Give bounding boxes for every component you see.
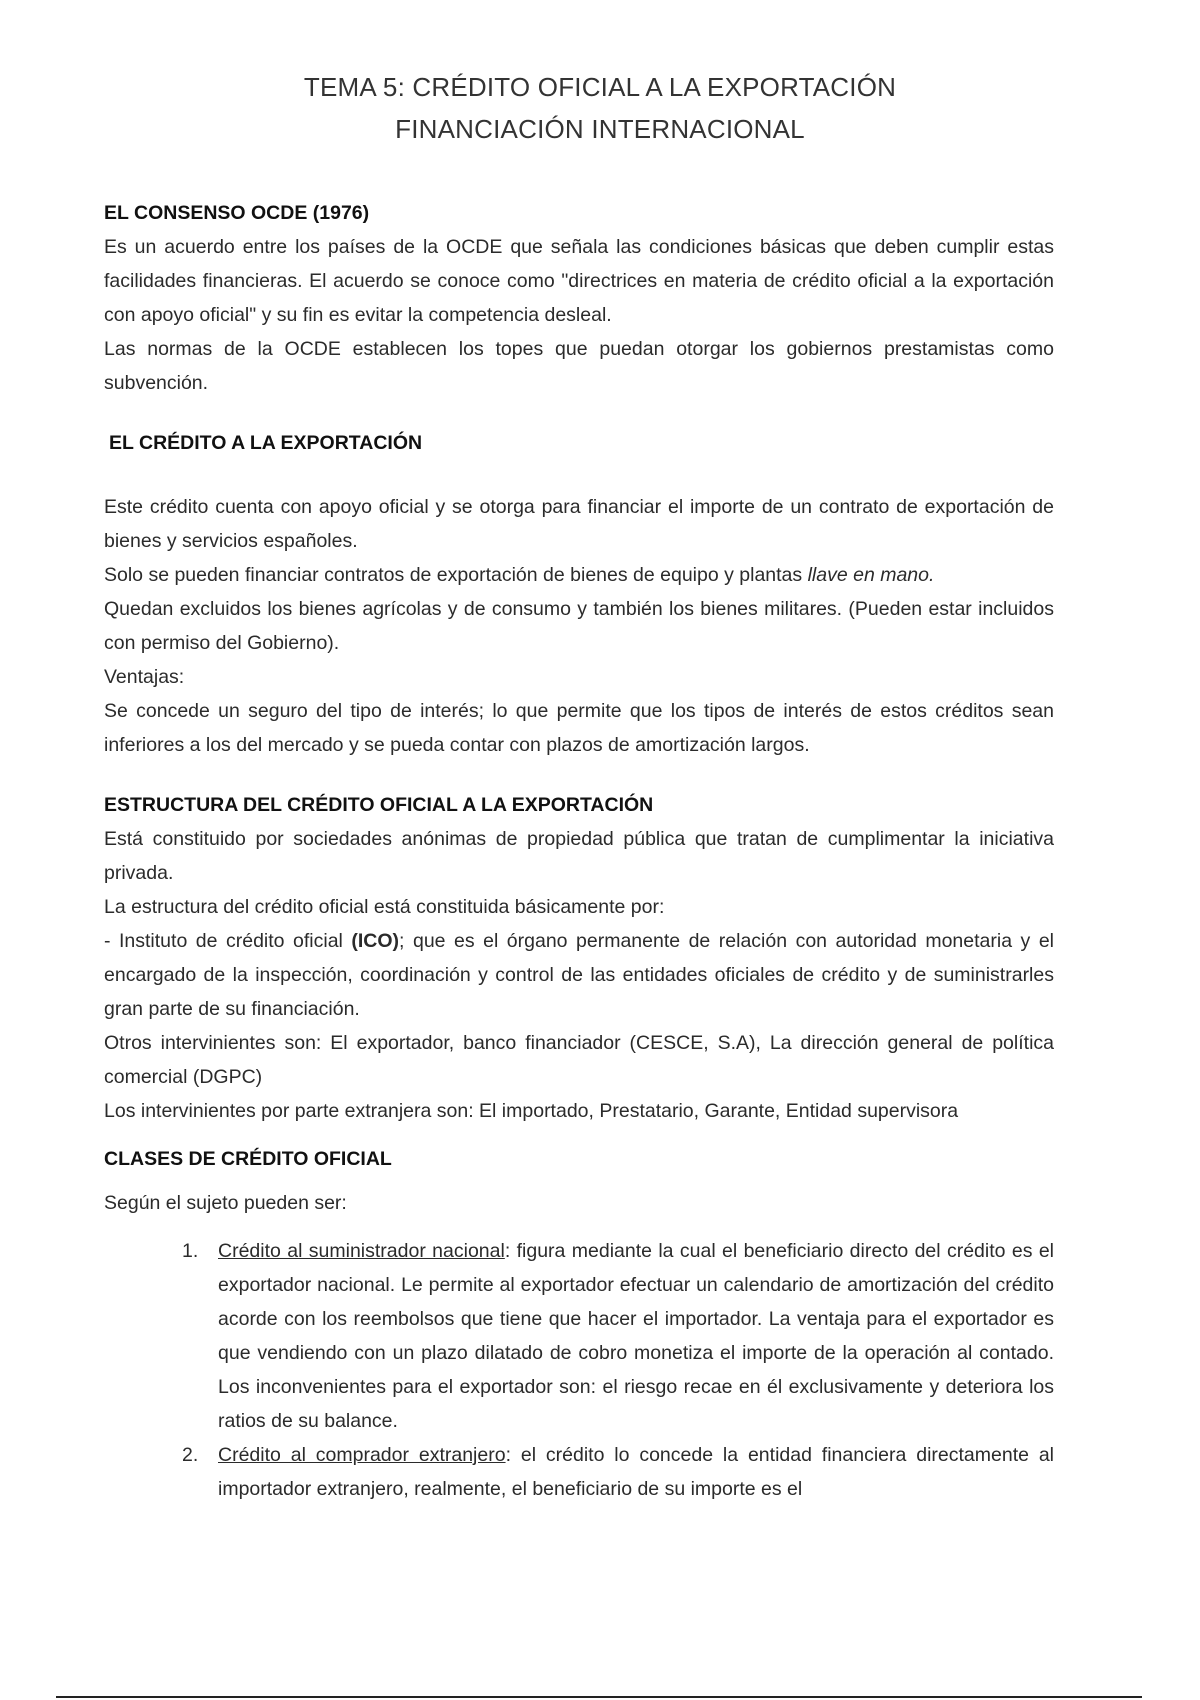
italic-term: llave en mano.	[807, 564, 935, 586]
document-body	[104, 196, 1054, 1506]
paragraph: Ventajas:	[104, 666, 185, 688]
list-item	[182, 1438, 1054, 1506]
paragraph: Según el sujeto pueden ser:	[104, 1192, 347, 1214]
paragraph: Otros intervinientes son: El exportador, banco financiador (CESCE, S.A), La dirección general de política comercial (DGPC)	[104, 1032, 1054, 1088]
section-heading-clases: CLASES DE CRÉDITO OFICIAL	[104, 1148, 392, 1170]
paragraph: Se concede un seguro del tipo de interés; lo que permite que los tipos de interés de estos créditos sean inferiores a los del mercado y se pueda contar con plazos de amortización largos.	[104, 700, 1054, 756]
document-subtitle: FINANCIACIÓN INTERNACIONAL	[395, 114, 805, 144]
paragraph: Es un acuerdo entre los países de la OCDE que señala las condiciones básicas que deben cumplir estas facilidades financieras. El acuerdo se conoce como "directrices en materia de crédito oficial a la exportación con apoyo oficial" y su fin es evitar la competencia desleal.	[104, 236, 1054, 326]
paragraph	[104, 558, 1054, 592]
list-number: 2.	[182, 1444, 199, 1466]
paragraph: La estructura del crédito oficial está constituida básicamente por:	[104, 896, 665, 918]
list-item-text: : el crédito lo concede la entidad financiera directamente al importador extranjero, realmente, el beneficiario de su importe es el	[218, 1444, 1054, 1500]
paragraph-text: ; que es el órgano permanente de relación con autoridad monetaria y el encargado de la inspección, coordinación y control de las entidades oficiales de crédito y de suministrarles gran parte de su financiación.	[104, 930, 1054, 1020]
document-title: TEMA 5: CRÉDITO OFICIAL A LA EXPORTACIÓN	[303, 72, 897, 102]
paragraph-text: - Instituto de crédito oficial	[104, 930, 352, 952]
page-bottom-divider	[56, 1696, 1142, 1698]
paragraph	[104, 924, 1054, 1026]
list-item-term: Crédito al suministrador nacional	[218, 1240, 505, 1262]
paragraph-text: Solo se pueden financiar contratos de exportación de bienes de equipo y plantas	[104, 564, 808, 586]
paragraph: Los intervinientes por parte extranjera son: El importado, Prestatario, Garante, Entidad supervisora	[104, 1100, 959, 1122]
list-item	[182, 1234, 1055, 1438]
paragraph: Quedan excluidos los bienes agrícolas y de consumo y también los bienes militares. (Pueden estar incluidos con permiso del Gobierno).	[104, 598, 1054, 654]
bold-term: (ICO)	[351, 930, 400, 952]
section-heading-consenso: EL CONSENSO OCDE (1976)	[104, 202, 370, 224]
list-number: 1.	[182, 1240, 199, 1262]
section-heading-estructura: ESTRUCTURA DEL CRÉDITO OFICIAL A LA EXPORTACIÓN	[104, 794, 654, 816]
section-heading-credito-exportacion: EL CRÉDITO A LA EXPORTACIÓN	[109, 432, 423, 454]
paragraph: Las normas de la OCDE establecen los topes que puedan otorgar los gobiernos prestamistas como subvención.	[104, 338, 1054, 394]
paragraph: Está constituido por sociedades anónimas de propiedad pública que tratan de cumplimentar la iniciativa privada.	[104, 828, 1054, 884]
list-item-term: Crédito al comprador extranjero	[218, 1444, 506, 1466]
list-item-text: : figura mediante la cual el beneficiario directo del crédito es el exportador nacional. Le permite al exportador efectuar un calendario de amortización del crédito acorde con los reembolsos que tiene que hacer el importador. La ventaja para el exportador es que vendiendo con un plazo dilatado de cobro monetiza el importe de la operación al contado. Los inconvenientes para el exportador son: el riesgo recae en él exclusivamente y deteriora los ratios de su balance.	[218, 1240, 1055, 1432]
paragraph: Este crédito cuenta con apoyo oficial y se otorga para financiar el importe de un contrato de exportación de bienes y servicios españoles.	[104, 496, 1054, 552]
numbered-list	[104, 1234, 1054, 1506]
